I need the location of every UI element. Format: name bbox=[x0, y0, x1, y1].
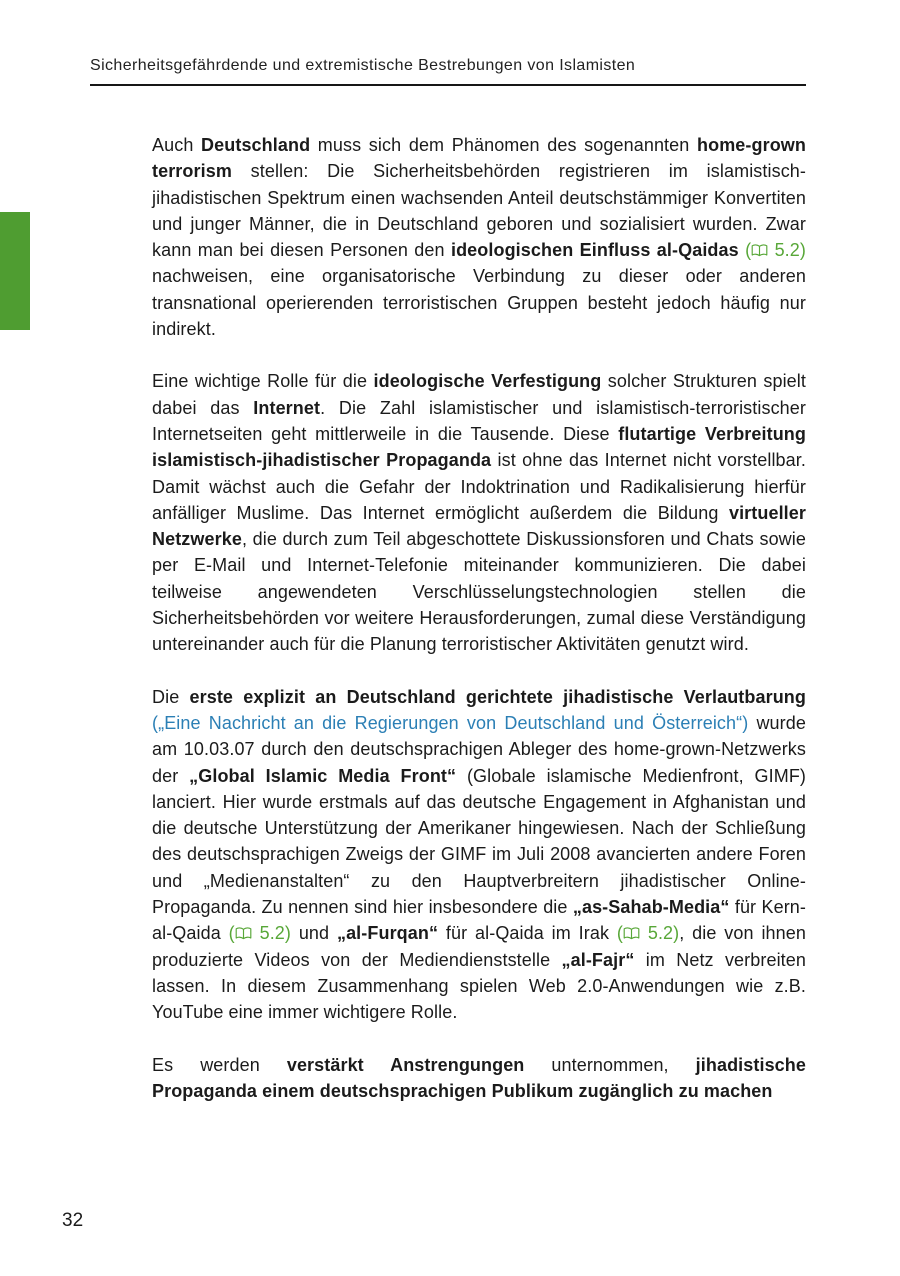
text-run: Eine wichtige Rolle für die bbox=[152, 371, 374, 392]
body-paragraphs bbox=[152, 132, 806, 1104]
paragraph bbox=[152, 1052, 806, 1105]
book-icon bbox=[623, 927, 640, 940]
text-run: erste explizit an Deutschland gerichtete jihadistische Verlautbarung bbox=[189, 686, 806, 707]
text-run: und bbox=[291, 923, 337, 944]
text-run: im Netz verbreiten lassen. In diesem Zusammenhang spielen Web 2.0-Anwendungen wie z.B. YouTube eine immer wichtigere Rolle. bbox=[152, 949, 806, 1023]
page-number: 32 bbox=[62, 1210, 84, 1231]
text-run: ist ohne das Internet nicht vorstellbar. Damit wächst auch die Gefahr der Indoktrination und Radikalisierung hierfür anfälliger Muslime. Das Internet ermöglicht außerdem die Bildung bbox=[152, 450, 806, 523]
document-link[interactable]: („Eine Nachricht an die Regierungen von Deutschland und Österreich“) bbox=[152, 712, 749, 733]
text-run: , die von ihnen produzierte Videos von der Mediendienststelle bbox=[152, 923, 806, 970]
text-run: ideologischen Einfluss al-Qaidas bbox=[450, 240, 739, 261]
text-run: virtueller Netzwerke bbox=[152, 502, 806, 550]
text-run: solcher Strukturen spielt dabei das bbox=[152, 371, 806, 418]
text-run: „Global Islamic Media Front“ bbox=[189, 765, 457, 786]
running-header-title: Sicherheitsgefährdende und extremistische Bestrebungen von Islamisten bbox=[90, 57, 636, 74]
text-run: Die bbox=[152, 686, 190, 707]
text-run: ideologische Verfestigung bbox=[373, 371, 602, 392]
text-run: „as-Sahab-Media“ bbox=[572, 897, 730, 918]
text-run: home-grown terrorism bbox=[152, 135, 806, 182]
text-run: wurde am 10.03.07 durch den deutschsprachigen Ableger des home-grown-Netzwerks der bbox=[152, 712, 806, 786]
paragraph bbox=[152, 132, 806, 342]
text-run: , die durch zum Teil abgeschottete Diskussionsforen und Chats sowie per E-Mail und Internet-Telefonie miteinander kommunizieren. Die dabei teilweise angewendeten Verschlüsselungstechnologien stellen die Sicherheitsbehörden vor weitere Herausforderungen, zumal diese Verständigung untereinander auch für die Planung terroristischer Aktivitäten genutzt wird. bbox=[152, 529, 806, 655]
book-icon bbox=[235, 927, 252, 940]
text-run: für Kern-al-Qaida bbox=[152, 897, 806, 944]
chapter-ref[interactable]: ( 5.2) bbox=[745, 240, 806, 261]
chapter-ref[interactable]: ( 5.2) bbox=[616, 923, 680, 944]
text-run: jihadistische Propaganda einem deutschsprachigen Publikum zugänglich zu machen bbox=[152, 1054, 806, 1101]
page-header bbox=[90, 57, 806, 86]
text-run: „al-Furqan“ bbox=[336, 923, 439, 944]
book-icon bbox=[751, 244, 768, 257]
text-run: unternommen, bbox=[524, 1054, 696, 1075]
text-run: Internet bbox=[253, 397, 321, 418]
text-run: für al-Qaida im Irak bbox=[438, 923, 617, 944]
header-rule bbox=[90, 84, 806, 86]
text-run: flutartige Verbreitung islamistisch-jihadistischer Propaganda bbox=[152, 423, 806, 471]
margin-chapter-marker bbox=[0, 212, 30, 330]
paragraph bbox=[152, 684, 806, 1026]
text-run: Deutschland bbox=[201, 135, 311, 155]
text-run: . Die Zahl islamistischer und islamistisch-terroristischer Internetseiten geht mittlerweile in die Tausende. Diese bbox=[152, 397, 807, 444]
chapter-ref[interactable]: ( 5.2) bbox=[228, 923, 291, 944]
text-run: verstärkt Anstrengungen bbox=[286, 1054, 525, 1075]
paragraph bbox=[152, 368, 806, 657]
text-run: (Globale islamische Medienfront, GIMF) lanciert. Hier wurde erstmals auf das deutsche Engagement in Afghanistan und die deutsche Unterstützung der Amerikaner hingewiesen. Nach der Schließung des deutschsprachigen Zweigs der GIMF im Juli 2008 avancierten andere Foren und „Medienanstalten“ zu den Hauptverbreitern jihadistischer Online-Propaganda. Zu nennen sind hier insbesondere die bbox=[152, 765, 807, 918]
text-run: muss sich dem Phänomen des sogenannten bbox=[310, 135, 697, 155]
text-run: nachweisen, eine organisatorische Verbindung zu dieser oder anderen transnational operierenden terroristischen Gruppen besteht jedoch häufig nur indirekt. bbox=[152, 266, 806, 340]
text-run: Es werden bbox=[152, 1054, 287, 1075]
text-run: „al-Fajr“ bbox=[561, 949, 635, 970]
text-run: Auch bbox=[152, 135, 202, 155]
text-run: stellen: Die Sicherheitsbehörden registrieren im islamistisch-jihadistischen Spektrum einen wachsenden Anteil deutschstämmiger Konvertiten und junger Männer, die in Deutschland geboren und sozialisiert wurden. Zwar kann man bei diesen Personen den bbox=[152, 161, 806, 261]
